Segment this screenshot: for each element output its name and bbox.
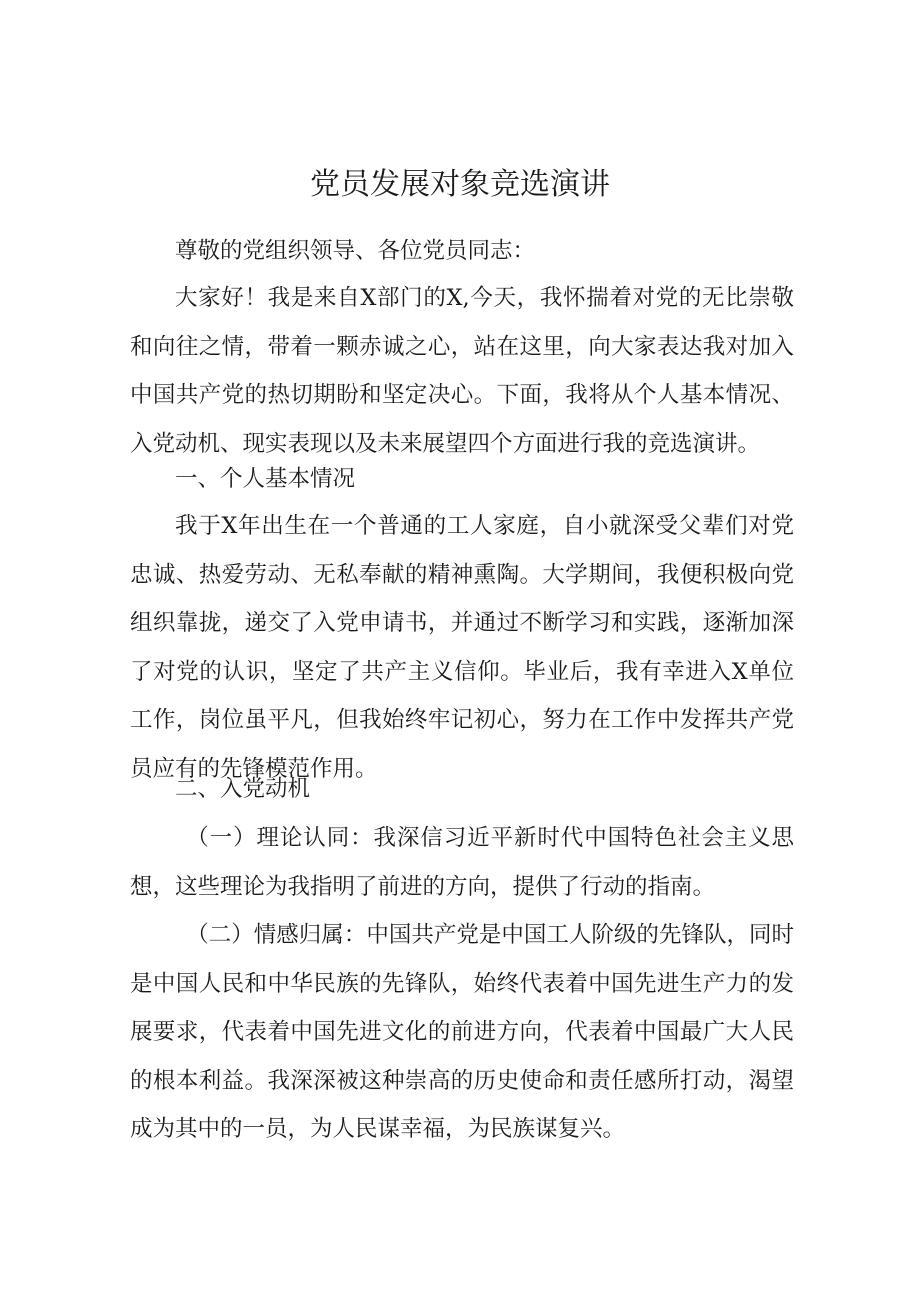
section-2-item-1: （一）理论认同：我深信习近平新时代中国特色社会主义思想，这些理论为我指明了前进的方向，提供了行动的指南。	[130, 825, 794, 900]
document-title: 党员发展对象竞选演讲	[310, 167, 610, 202]
salutation: 尊敬的党组织领导、各位党员同志：	[175, 238, 536, 264]
section-2-item-2: （二）情感归属：中国共产党是中国工人阶级的先锋队，同时是中国人民和中华民族的先锋队，始终代表着中国先进生产力的发展要求，代表着中国先进文化的前进方向，代表着中国最广大人民的根本利益。我深深被这种崇高的历史使命和责任感所打动，渴望成为其中的一员，为人民谋幸福，为民族谋复兴。	[130, 922, 794, 1142]
section-1-body: 我于X年出生在一个普通的工人家庭，自小就深受父辈们对党忠诚、热爱劳动、无私奉献的精神熏陶。大学期间，我便积极向党组织靠拢，递交了入党申请书，并通过不断学习和实践，逐渐加深了对党的认识，坚定了共产主义信仰。毕业后，我有幸进入X单位工作，岗位虽平凡，但我始终牢记初心，努力在工作中发挥共产党员应有的先锋模范作用。	[130, 513, 794, 782]
intro-paragraph: 大家好！我是来自X部门的X,今天，我怀揣着对党的无比崇敬和向往之情，带着一颗赤诚之心，站在这里，向大家表达我对加入中国共产党的热切期盼和坚定决心。下面，我将从个人基本情况、入党动机、现实表现以及未来展望四个方面进行我的竞选演讲。	[130, 285, 794, 457]
section-1-heading: 一、个人基本情况	[175, 466, 356, 492]
section-2-heading: 二、入党动机	[175, 776, 311, 802]
